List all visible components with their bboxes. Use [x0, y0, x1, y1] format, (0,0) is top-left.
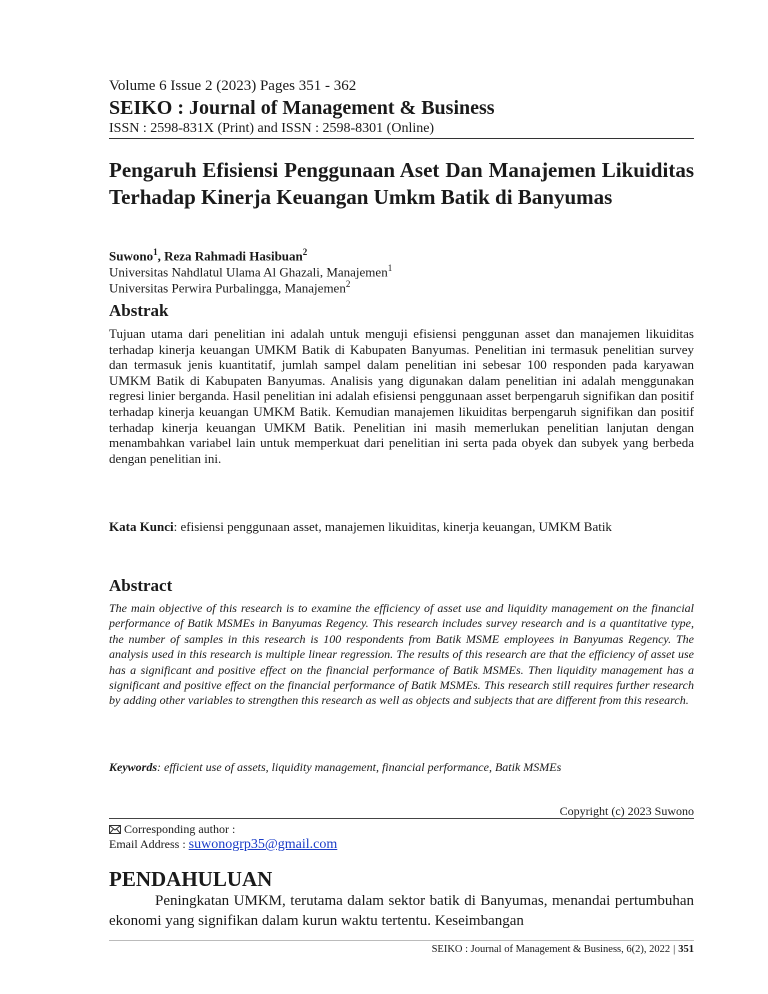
keywords-label: Keywords: [109, 760, 157, 774]
affiliation-1-superscript: 1: [387, 263, 393, 273]
page-footer: [432, 944, 694, 955]
email-label: Email Address :: [109, 837, 189, 851]
author-list: [109, 247, 307, 264]
footer-divider: [109, 940, 694, 941]
keywords-text: : efficient use of assets, liquidity management, financial performance, Batik MSMEs: [157, 760, 562, 774]
corresponding-author: [109, 822, 235, 837]
affiliation-2-text: Universitas Perwira Purbalingga, Manajemen: [109, 280, 346, 296]
footer-citation: SEIKO : Journal of Management & Business, 6(2), 2022: [431, 944, 671, 955]
email-line: [109, 837, 337, 853]
volume-info: Volume 6 Issue 2 (2023) Pages 351 - 362: [109, 78, 357, 94]
page-number: 351: [678, 944, 694, 955]
copyright-notice: Copyright (c) 2023 Suwono: [559, 804, 694, 818]
article-title: Pengaruh Efisiensi Penggunaan Aset Dan Manajemen Likuiditas Terhadap Kinerja Keuangan Umkm Batik di Banyumas: [109, 158, 694, 209]
abstrak-body: Tujuan utama dari penelitian ini adalah untuk menguji efisiensi penggunan asset dan manajemen likuiditas terhadap kinerja keuangan UMKM Batik di Kabupaten Banyumas. Penelitian ini termasuk penelitian survey dan termasuk jenis kuantitatif, jumlah sampel dalam penelitian ini sebesar 100 responden pada karyawan UMKM Batik di Kabupaten Banyumas. Analisis yang digunakan dalam penelitian ini adalah menggunakan regresi linier berganda. Hasil penelitian ini adalah efisiensi penggunaan asset berpengaruh signifikan dan positif terhadap kinerja keuangan UMKM Batik. Kemudian manajemen likuiditas berpengaruh signifikan dan positif terhadap kinerja keuangan UMKM Batik. Penelitian ini masih memerlukan penelitian lanjutan dengan menambahkan variabel lain untuk memperkuat dari penelitian ini serta pada obyek dan subyek yang berbeda dengan penelitian ini.: [109, 326, 694, 466]
abstract-body: The main objective of this research is to examine the efficiency of asset use and liquidity management on the financial performance of Batik MSMEs in Banyumas Regency. This research includes survey research and is a quantitative type, the number of samples in this research is 100 respondents from Batik MSME employees in Banyumas Regency. The analysis used in this research is multiple linear regression. The results of this research are that the efficiency of asset use has a significant and positive effect on the financial performance of Batik MSMEs. Then liquidity management has a significant and positive effect on the financial performance of Batik MSMEs. This research still requires further research by adding other variables to strengthen this research as well as objects and subjects that are different from this research.: [109, 601, 694, 708]
abstract-heading: Abstract: [109, 576, 173, 595]
issn-info: ISSN : 2598-831X (Print) and ISSN : 2598-8301 (Online): [109, 121, 435, 136]
affiliation-2: [109, 279, 350, 296]
affiliation-1: [109, 263, 392, 280]
abstrak-heading: Abstrak: [109, 301, 169, 320]
author-1-superscript: 1: [153, 247, 158, 257]
footnote-divider: [109, 818, 694, 819]
email-link[interactable]: suwonogrp35@gmail.com: [188, 837, 338, 852]
journal-name: SEIKO : Journal of Management & Business: [109, 97, 495, 119]
kata-kunci-text: : efisiensi penggunaan asset, manajemen likuiditas, kinerja keuangan, UMKM Batik: [173, 519, 612, 534]
author-name-2: , Reza Rahmadi Hasibuan: [157, 248, 303, 264]
section-heading-pendahuluan: PENDAHULUAN: [109, 867, 273, 891]
footer-separator: |: [673, 944, 676, 955]
pendahuluan-paragraph: Peningkatan UMKM, terutama dalam sektor batik di Banyumas, menandai pertumbuhan ekonomi yang signifikan dalam kurun waktu tertentu. Keseimbangan: [109, 893, 694, 929]
envelope-icon: [109, 825, 121, 834]
keywords: [109, 760, 694, 775]
header-divider: [109, 138, 694, 139]
corresponding-author-label: Corresponding author :: [124, 822, 236, 836]
author-name-1: Suwono: [109, 248, 154, 264]
author-2-superscript: 2: [302, 247, 308, 257]
affiliation-2-superscript: 2: [345, 279, 351, 289]
affiliation-1-text: Universitas Nahdlatul Ulama Al Ghazali, Manajemen: [109, 264, 388, 280]
kata-kunci: [109, 519, 694, 535]
kata-kunci-label: Kata Kunci: [109, 519, 174, 534]
